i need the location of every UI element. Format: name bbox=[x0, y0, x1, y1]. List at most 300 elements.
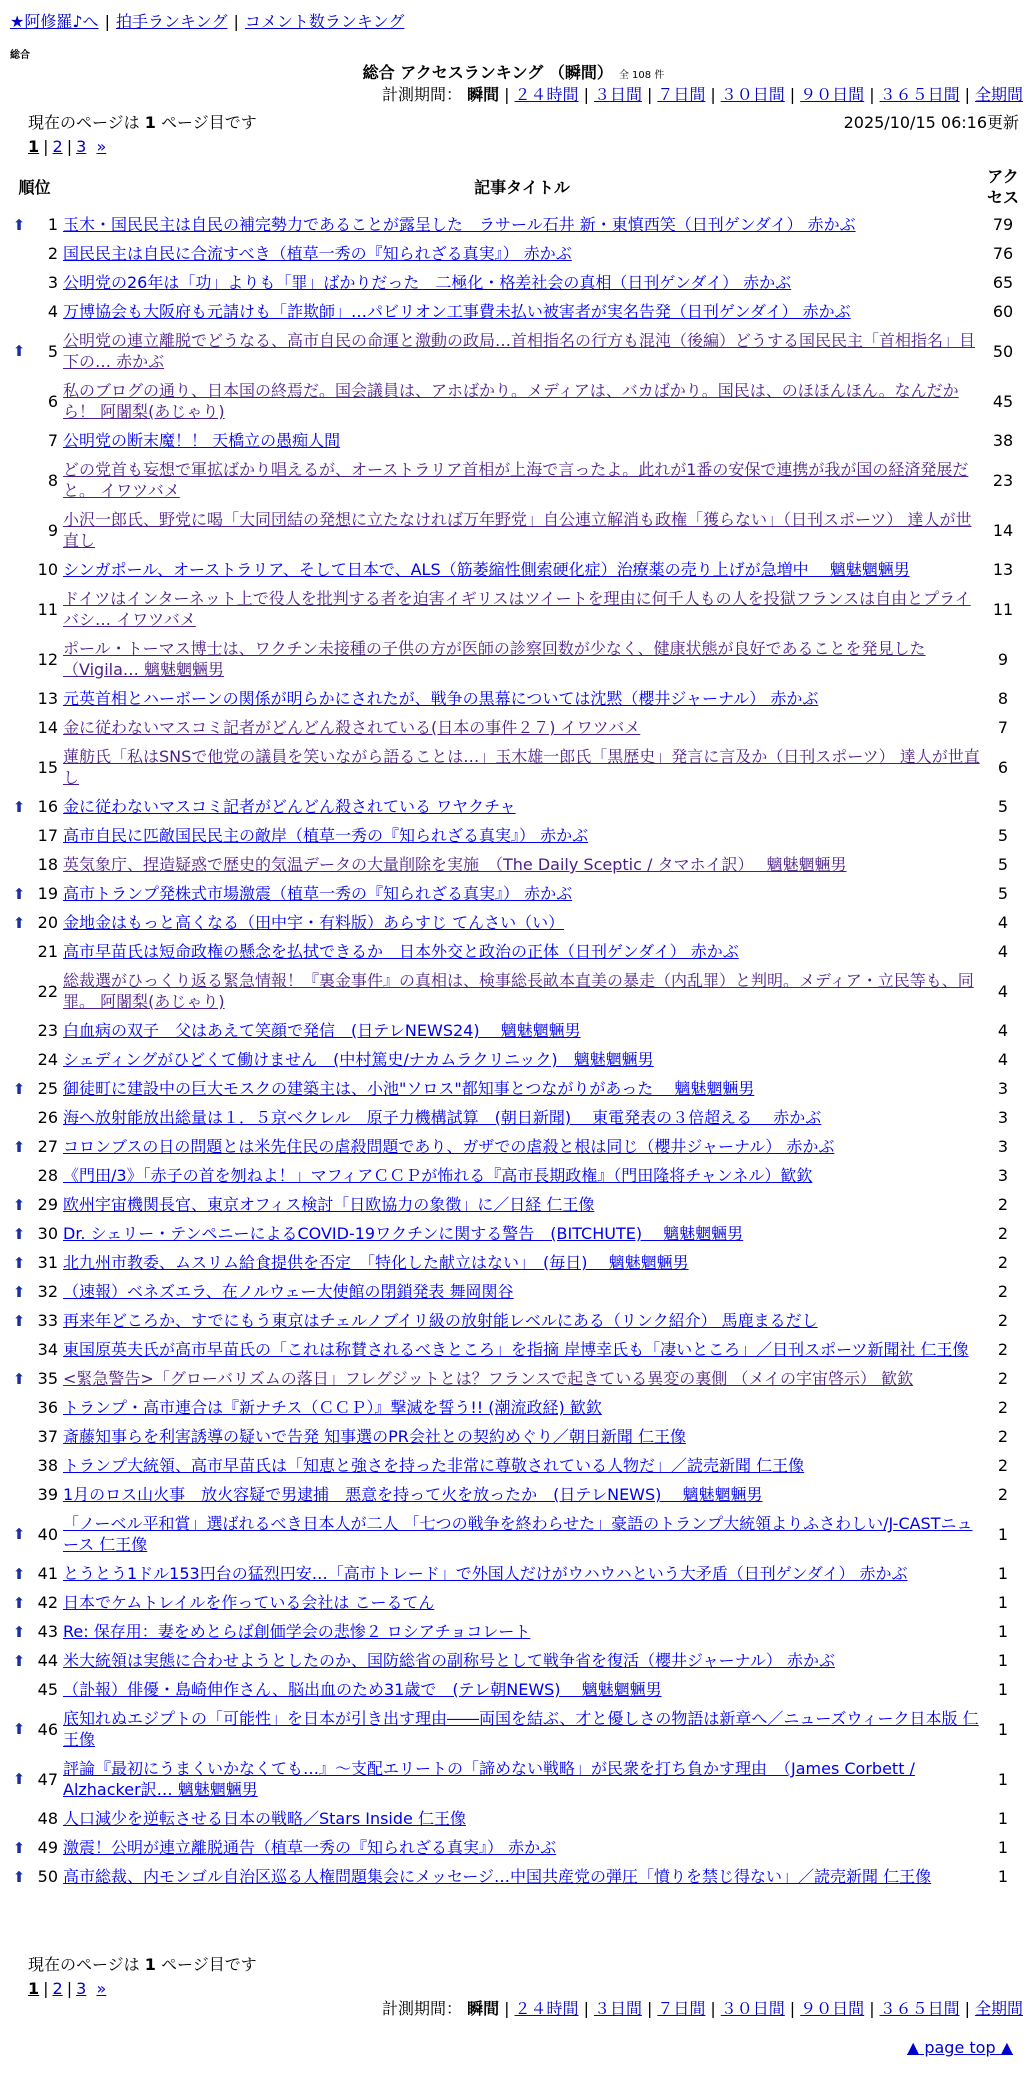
rank-number: 36 bbox=[37, 1398, 58, 1417]
access-count: 65 bbox=[992, 273, 1014, 292]
article-link[interactable]: 小沢一郎氏、野党に喝「大同団結の発想に立たなければ万年野党」自公連立解消も政権「獲らない」（日刊スポーツ） 達人が世直し bbox=[63, 510, 972, 550]
rank-change-cell bbox=[8, 426, 30, 455]
article-link[interactable]: 蓮舫氏「私はSNSで他党の議員を笑いながら語ることは…」玉木雄一郎氏「黒歴史」発言に言及か（日刊スポーツ） 達人が世直し bbox=[63, 747, 980, 787]
up-arrow-icon: ⬆ bbox=[12, 913, 26, 932]
article-link[interactable]: 1月のロス山火事 放火容疑で男逮捕 悪意を持って火を放ったか (日テレNEWS) 魑魅魍魎男 bbox=[63, 1485, 763, 1504]
top-navigation bbox=[10, 10, 404, 34]
up-arrow-icon: ⬆ bbox=[12, 1867, 26, 1886]
rank-change-cell bbox=[8, 1045, 30, 1074]
up-arrow-icon: ⬆ bbox=[12, 1525, 26, 1543]
article-title-cell bbox=[61, 1646, 983, 1675]
rank-number: 3 bbox=[47, 273, 58, 292]
rank-number: 6 bbox=[47, 391, 58, 411]
article-link[interactable]: 高市自民に匹敵国民民主の敵岸（植草一秀の『知られざる真実』） 赤かぶ bbox=[63, 826, 589, 845]
rank-number: 12 bbox=[37, 649, 58, 669]
rank-number: 34 bbox=[37, 1340, 58, 1359]
article-link[interactable]: 評論『最初にうまくいかなくても…』～支配エリートの「諦めない戦略」が民衆を打ち負かす理由 （James Corbett / Alzhacker訳… 魑魅魍魎男 bbox=[63, 1759, 915, 1799]
article-link[interactable]: 公明党の連立離脱でどうなる、高市自民の命運と激動の政局…首相指名の行方も混沌（後編）どうする国民民主「首相指名」目下の… 赤かぶ bbox=[63, 331, 976, 371]
article-link[interactable]: とうとう1ドル153円台の猛烈円安…「高市トレード」で外国人だけがウハウハという大矛盾（日刊ゲンダイ） 赤かぶ bbox=[63, 1564, 908, 1583]
access-header: アクセス bbox=[986, 167, 1019, 207]
access-count: 1 bbox=[997, 1651, 1009, 1670]
rank-number: 24 bbox=[37, 1050, 58, 1069]
rank-number: 4 bbox=[47, 302, 58, 321]
article-link[interactable]: 国民民主は自民に合流すべき（植草一秀の『知られざる真実』） 赤かぶ bbox=[63, 244, 572, 263]
rank-change-cell bbox=[8, 634, 30, 684]
up-arrow-icon: ⬆ bbox=[12, 1651, 26, 1670]
article-link[interactable]: 私のブログの通り、日本国の終焉だ。国会議員は、アホばかり。メディアは、バカばかり。国民は、のほほんほん。なんだから！ 阿闍梨(あじゃり) bbox=[63, 381, 959, 421]
article-title-cell bbox=[61, 1074, 983, 1103]
rank-number: 28 bbox=[37, 1166, 58, 1185]
up-arrow-icon: ⬆ bbox=[12, 1838, 26, 1857]
access-count: 1 bbox=[997, 1867, 1009, 1886]
rank-number: 26 bbox=[37, 1108, 58, 1127]
pager-page-3[interactable]: 3 bbox=[76, 1979, 87, 1998]
access-count: 11 bbox=[992, 599, 1014, 619]
rank-change-cell bbox=[8, 505, 30, 555]
article-link[interactable]: 「ノーベル平和賞」選ばれるべき日本人が二人 「七つの戦争を終わらせた」豪語のトランプ大統領よりふさわしい/J-CASTニュース 仁王像 bbox=[63, 1514, 973, 1554]
table-row bbox=[8, 426, 1023, 455]
pager-next[interactable]: » bbox=[96, 137, 107, 156]
table-row bbox=[8, 966, 1023, 1016]
rank-change-cell bbox=[8, 1451, 30, 1480]
up-arrow-icon: ⬆ bbox=[12, 1224, 26, 1243]
table-row bbox=[8, 555, 1023, 584]
up-arrow-icon: ⬆ bbox=[12, 1253, 26, 1272]
rank-change-cell bbox=[8, 937, 30, 966]
table-row bbox=[8, 1480, 1023, 1509]
rank-change-cell bbox=[8, 268, 30, 297]
rank-change-cell bbox=[8, 1016, 30, 1045]
period-current: 瞬間 bbox=[467, 85, 500, 104]
rank-change-cell bbox=[8, 1704, 30, 1754]
article-link[interactable]: トランプ大統領、高市早苗氏は「知恵と強さを持った非常に尊敬されている人物だ」／読売新聞 仁王像 bbox=[63, 1456, 805, 1475]
article-title-cell bbox=[61, 908, 983, 937]
article-link[interactable]: 公明党の26年は「功」よりも「罪」ばかりだった 二極化・格差社会の真相（日刊ゲンダイ） 赤かぶ bbox=[63, 273, 792, 292]
table-row bbox=[8, 239, 1023, 268]
rank-number: 20 bbox=[37, 913, 58, 932]
rank-change-cell bbox=[8, 713, 30, 742]
table-row bbox=[8, 742, 1023, 792]
article-title-cell bbox=[61, 1132, 983, 1161]
article-link[interactable]: （速報）ベネズエラ、在ノルウェー大使館の閉鎖発表 舞岡関谷 bbox=[63, 1282, 514, 1301]
table-row bbox=[8, 1675, 1023, 1704]
article-link[interactable]: ドイツはインターネット上で役人を批判する者を迫害イギリスはツイートを理由に何千人もの人を投獄フランスは自由とプライバシ… イワツバメ bbox=[63, 589, 971, 629]
rank-change-cell bbox=[8, 1509, 30, 1559]
rank-change-cell bbox=[8, 1277, 30, 1306]
up-arrow-icon: ⬆ bbox=[12, 215, 26, 234]
access-count: 1 bbox=[997, 1524, 1009, 1544]
rank-change-cell bbox=[8, 1617, 30, 1646]
article-link[interactable]: 金に従わないマスコミ記者がどんどん殺されている(日本の事件２７) イワツバメ bbox=[63, 718, 641, 737]
rank-number: 2 bbox=[47, 244, 58, 263]
article-link[interactable]: 高市総裁、内モンゴル自治区巡る人権問題集会にメッセージ…中国共産党の弾圧「憤りを禁じ得ない」／読売新聞 仁王像 bbox=[63, 1867, 932, 1886]
rank-change-cell bbox=[8, 908, 30, 937]
pager-top: 1 | 2 | 3 » bbox=[28, 137, 107, 156]
table-row bbox=[8, 1451, 1023, 1480]
article-link[interactable]: 米大統領は実態に合わせようとしたのか、国防総省の副称号として戦争省を復活（櫻井ジャーナル） 赤かぶ bbox=[63, 1651, 835, 1670]
period-365d[interactable]: ３６５日間 bbox=[879, 1999, 960, 2018]
article-title-cell bbox=[61, 684, 983, 713]
access-count: 2 bbox=[997, 1195, 1009, 1214]
article-title-cell bbox=[61, 1248, 983, 1277]
article-link[interactable]: 御徒町に建設中の巨大モスクの建築主は、小池"ソロス"都知事とつながりがあった 魑魅魍魎男 bbox=[63, 1079, 755, 1098]
table-row bbox=[8, 1422, 1023, 1451]
rank-number: 30 bbox=[37, 1224, 58, 1243]
table-row bbox=[8, 1074, 1023, 1103]
article-link[interactable]: 底知れぬエジプトの「可能性」を日本が引き出す理由――両国を結ぶ、才と優しさの物語は新章へ／ニューズウィーク日本版 仁王像 bbox=[63, 1709, 979, 1749]
article-title-cell bbox=[61, 239, 983, 268]
article-link[interactable]: どの党首も妄想で軍拡ばかり唱えるが、オーストラリア首相が上海で言ったよ。此れが1番の安保で連携が我が国の経済発展だと。 イワツバメ bbox=[63, 460, 969, 500]
page-info-number: 1 bbox=[144, 113, 156, 132]
article-title-cell bbox=[61, 1833, 983, 1862]
rank-change-cell bbox=[8, 879, 30, 908]
rank-number: 19 bbox=[37, 884, 58, 903]
article-link[interactable]: ポール・トーマス博士は、ワクチン未接種の子供の方が医師の診察回数が少なく、健康状態が良好であることを発見した（Vigila… 魑魅魍魎男 bbox=[63, 639, 926, 679]
rank-number: 49 bbox=[37, 1838, 58, 1857]
access-count: 1 bbox=[997, 1769, 1009, 1789]
table-row bbox=[8, 326, 1023, 376]
article-link[interactable]: Re: 保存用：妻をめとらば創価学会の悲惨２ ロシアチョコレート bbox=[63, 1622, 531, 1641]
period-all[interactable]: 全期間 bbox=[974, 1999, 1023, 2018]
rank-number: 22 bbox=[37, 981, 58, 1001]
article-title-cell bbox=[61, 376, 983, 426]
comment-ranking-link[interactable]: コメント数ランキング bbox=[244, 12, 405, 31]
rank-change-cell bbox=[8, 1480, 30, 1509]
title-header: 記事タイトル bbox=[474, 177, 570, 197]
pager-page-2[interactable]: 2 bbox=[52, 137, 63, 156]
period-90d[interactable]: ９０日間 bbox=[800, 1999, 865, 2018]
rank-number: 14 bbox=[37, 718, 58, 737]
access-count: 4 bbox=[997, 1050, 1009, 1069]
table-row bbox=[8, 792, 1023, 821]
access-count: 4 bbox=[997, 981, 1009, 1001]
access-count: 79 bbox=[992, 215, 1014, 234]
rank-change-cell bbox=[8, 684, 30, 713]
table-row bbox=[8, 505, 1023, 555]
article-link[interactable]: 海へ放射能放出総量は１．５京ベクレル 原子力機構試算 (朝日新聞) 東電発表の３倍超える 赤かぶ bbox=[63, 1108, 822, 1127]
period-all[interactable]: 全期間 bbox=[974, 85, 1023, 104]
up-arrow-icon: ⬆ bbox=[12, 1564, 26, 1583]
rank-change-cell bbox=[8, 850, 30, 879]
access-count: 45 bbox=[992, 391, 1014, 411]
access-count: 2 bbox=[997, 1224, 1009, 1243]
article-title-cell bbox=[61, 742, 983, 792]
article-title-cell bbox=[61, 937, 983, 966]
article-title-cell bbox=[61, 1451, 983, 1480]
access-count: 3 bbox=[997, 1137, 1009, 1156]
rank-change-cell bbox=[8, 1393, 30, 1422]
table-row bbox=[8, 1588, 1023, 1617]
period-3d[interactable]: ３日間 bbox=[593, 85, 642, 104]
article-link[interactable]: Dr. シェリー・テンペニーによるCOVID-19ワクチンに関する警告 (BITCHUTE) 魑魅魍魎男 bbox=[63, 1224, 744, 1243]
rank-number: 31 bbox=[37, 1253, 58, 1272]
rank-number: 17 bbox=[37, 826, 58, 845]
rank-change-cell bbox=[8, 455, 30, 505]
total-count: 全 108 件 bbox=[618, 70, 665, 81]
article-link[interactable]: 元英首相とハーボーンの関係が明らかにされたが、戦争の黒幕については沈黙（櫻井ジャーナル） 赤かぶ bbox=[63, 689, 819, 708]
rank-change-cell bbox=[8, 1422, 30, 1451]
article-link[interactable]: 高市早苗氏は短命政権の懸念を払拭できるか 日本外交と政治の正体（日刊ゲンダイ） 赤かぶ bbox=[63, 942, 739, 961]
article-title-cell bbox=[61, 1704, 983, 1754]
rank-number: 41 bbox=[37, 1564, 58, 1583]
table-row bbox=[8, 376, 1023, 426]
article-title-cell bbox=[61, 821, 983, 850]
article-title-cell bbox=[61, 634, 983, 684]
pager-page-3[interactable]: 3 bbox=[76, 137, 87, 156]
table-row bbox=[8, 1646, 1023, 1675]
page-info-suffix: ページ目です bbox=[161, 1955, 257, 1974]
article-title-cell bbox=[61, 1364, 983, 1393]
table-row bbox=[8, 1248, 1023, 1277]
rank-change-cell bbox=[8, 239, 30, 268]
table-row bbox=[8, 684, 1023, 713]
period-selector-bottom: 計測期間： 瞬間 | ２４時間 | ３日間 | ７日間 | ３０日間 | ９０日間 | ３６５日間 | 全期間 bbox=[382, 1999, 1023, 2018]
table-row bbox=[8, 1277, 1023, 1306]
page-top bbox=[907, 2038, 1013, 2057]
rank-number: 35 bbox=[37, 1369, 58, 1388]
rank-number: 25 bbox=[37, 1079, 58, 1098]
article-title-cell bbox=[61, 268, 983, 297]
article-title-cell bbox=[61, 1393, 983, 1422]
access-count: 2 bbox=[997, 1369, 1009, 1388]
article-title-cell bbox=[61, 1190, 983, 1219]
article-link[interactable]: 公明党の断末魔！！ 天橋立の愚痴人間 bbox=[63, 431, 341, 450]
article-title-cell bbox=[61, 1862, 983, 1891]
table-row bbox=[8, 1617, 1023, 1646]
access-count: 5 bbox=[997, 797, 1009, 816]
access-count: 76 bbox=[992, 244, 1014, 263]
rank-change-cell bbox=[8, 966, 30, 1016]
up-arrow-icon: ⬆ bbox=[12, 1311, 26, 1330]
article-title-cell bbox=[61, 966, 983, 1016]
table-row bbox=[8, 455, 1023, 505]
rank-change-cell bbox=[8, 1190, 30, 1219]
article-link[interactable]: （訃報）俳優・島崎伸作さん、脳出血のため31歳で (テレ朝NEWS) 魑魅魍魎男 bbox=[63, 1680, 662, 1699]
table-row bbox=[8, 1190, 1023, 1219]
article-title-cell bbox=[61, 1219, 983, 1248]
clap-ranking-link[interactable]: 拍手ランキング bbox=[115, 12, 228, 31]
access-count: 1 bbox=[997, 1564, 1009, 1583]
article-title-cell bbox=[61, 1335, 983, 1364]
article-link[interactable]: 人口減少を逆転させる日本の戦略／Stars Inside 仁王像 bbox=[63, 1809, 466, 1828]
article-title-cell bbox=[61, 1804, 983, 1833]
pager-next[interactable]: » bbox=[96, 1979, 107, 1998]
article-title-cell bbox=[61, 1422, 983, 1451]
article-link[interactable]: 金地金はもっと高くなる（田中宇・有料版）あらすじ てんさい（い） bbox=[63, 913, 565, 932]
pager-current: 1 bbox=[28, 1979, 40, 1998]
article-link[interactable]: コロンブスの日の問題とは米先住民の虐殺問題であり、ガザでの虐殺と根は同じ（櫻井ジャーナル） 赤かぶ bbox=[63, 1137, 835, 1156]
period-90d[interactable]: ９０日間 bbox=[800, 85, 865, 104]
pager-page-2[interactable]: 2 bbox=[52, 1979, 63, 1998]
rank-number: 50 bbox=[37, 1867, 58, 1886]
article-link[interactable]: <緊急警告>「グローバリズムの落日」フレグジットとは？フランスで起きている異変の裏側 （メイの宇宙啓示） 歓欽 bbox=[63, 1369, 914, 1388]
rank-change-cell bbox=[8, 1559, 30, 1588]
table-header-row bbox=[8, 164, 1023, 210]
access-count: 3 bbox=[997, 1079, 1009, 1098]
rank-change-cell bbox=[8, 821, 30, 850]
rank-change-cell bbox=[8, 1335, 30, 1364]
up-arrow-icon: ⬆ bbox=[12, 342, 26, 360]
separator: | bbox=[104, 12, 110, 31]
separator: | bbox=[233, 12, 239, 31]
article-link[interactable]: シンガポール、オーストラリア、そして日本で、ALS（筋萎縮性側索硬化症）治療薬の売り上げが急増中 魑魅魍魎男 bbox=[63, 560, 910, 579]
rank-change-cell bbox=[8, 1074, 30, 1103]
rank-change-cell bbox=[8, 1804, 30, 1833]
rank-number: 21 bbox=[37, 942, 58, 961]
rank-change-cell bbox=[8, 555, 30, 584]
access-count: 6 bbox=[997, 757, 1009, 777]
article-title-cell bbox=[61, 850, 983, 879]
up-arrow-icon: ⬆ bbox=[12, 1720, 26, 1738]
rank-number: 47 bbox=[37, 1769, 58, 1789]
article-title-cell bbox=[61, 426, 983, 455]
article-link[interactable]: シェディングがひどくて働けません (中村篤史/ナカムラクリニック) 魑魅魍魎男 bbox=[63, 1050, 654, 1069]
page-top-link[interactable]: ▲ page top ▲ bbox=[906, 2038, 1013, 2057]
rank-number: 1 bbox=[47, 215, 58, 234]
table-row bbox=[8, 937, 1023, 966]
table-row bbox=[8, 1016, 1023, 1045]
access-count: 5 bbox=[997, 855, 1009, 874]
article-link[interactable]: 英気象庁、捏造疑惑で歴史的気温データの大量削除を実施 （The Daily Sceptic / タマホイ訳） 魑魅魍魎男 bbox=[63, 855, 847, 874]
period-current: 瞬間 bbox=[467, 1999, 500, 2018]
pager-current: 1 bbox=[28, 137, 40, 156]
rank-number: 8 bbox=[47, 470, 58, 490]
article-link[interactable]: 玉木・国民民主は自民の補完勢力であることが露呈した ラサール石井 新・東慎西笑（日刊ゲンダイ） 赤かぶ bbox=[63, 215, 856, 234]
up-arrow-icon: ⬆ bbox=[12, 1593, 26, 1612]
rank-number: 15 bbox=[37, 757, 58, 777]
rank-change-cell bbox=[8, 1248, 30, 1277]
ranking-body bbox=[8, 210, 1023, 1891]
table-row bbox=[8, 1559, 1023, 1588]
access-count: 60 bbox=[992, 302, 1014, 321]
access-count: 1 bbox=[997, 1719, 1009, 1739]
period-365d[interactable]: ３６５日間 bbox=[879, 85, 960, 104]
rank-number: 44 bbox=[37, 1651, 58, 1670]
period-30d[interactable]: ３０日間 bbox=[720, 1999, 785, 2018]
table-row bbox=[8, 713, 1023, 742]
rank-number: 18 bbox=[37, 855, 58, 874]
access-count: 2 bbox=[997, 1456, 1009, 1475]
article-title-cell bbox=[61, 1754, 983, 1804]
rank-change-cell bbox=[8, 1103, 30, 1132]
access-count: 23 bbox=[992, 470, 1014, 490]
article-link[interactable]: 再来年どころか、すでにもう東京はチェルノブイリ級の放射能レベルにある（リンク紹介） 馬鹿まるだし bbox=[63, 1311, 818, 1330]
rank-change-cell bbox=[8, 1132, 30, 1161]
table-row bbox=[8, 634, 1023, 684]
rank-change-cell bbox=[8, 1306, 30, 1335]
article-link[interactable]: 万博協会も大阪府も元請けも「詐欺師」…パビリオン工事費未払い被害者が実名告発（日刊ゲンダイ） 赤かぶ bbox=[63, 302, 851, 321]
rank-number: 29 bbox=[37, 1195, 58, 1214]
rank-number: 39 bbox=[37, 1485, 58, 1504]
rank-change-cell bbox=[8, 326, 30, 376]
article-title-cell bbox=[61, 326, 983, 376]
table-row bbox=[8, 908, 1023, 937]
access-count: 1 bbox=[997, 1809, 1009, 1828]
article-link[interactable]: トランプ・高市連合は『新ナチス（ＣＣＰ）』撃滅を誓う!! (潮流政経) 歓欽 bbox=[63, 1398, 602, 1417]
article-link[interactable]: 東国原英夫氏が高市早苗氏の「これは称賛されるべきところ」を指摘 岸博幸氏も「凄いところ」／日刊スポーツ新聞社 仁王像 bbox=[63, 1340, 969, 1359]
section-tag: 総合 bbox=[10, 50, 30, 61]
article-title-cell bbox=[61, 1617, 983, 1646]
table-row bbox=[8, 1704, 1023, 1754]
period-7d[interactable]: ７日間 bbox=[657, 1999, 706, 2018]
period-24h[interactable]: ２４時間 bbox=[514, 85, 579, 104]
access-count: 3 bbox=[997, 1108, 1009, 1127]
article-link[interactable]: 《門田/3》「赤子の首を刎ねよ！」マフィアＣＣＰが怖れる『高市長期政権』（門田隆将チャンネル）歓欽 bbox=[63, 1166, 813, 1185]
article-link[interactable]: 斎藤知事らを利害誘導の疑いで告発 知事選のPR会社との契約めぐり／朝日新聞 仁王像 bbox=[63, 1427, 686, 1446]
rank-number: 11 bbox=[37, 599, 58, 619]
table-row bbox=[8, 1103, 1023, 1132]
article-link[interactable]: 北九州市教委、ムスリム給食提供を否定 「特化した献立はない」 (毎日) 魑魅魍魎男 bbox=[63, 1253, 689, 1272]
table-row bbox=[8, 879, 1023, 908]
updated-timestamp: 2025/10/15 06:16更新 bbox=[843, 113, 1019, 132]
rank-number: 42 bbox=[37, 1593, 58, 1612]
rank-number: 9 bbox=[47, 520, 58, 540]
rank-change-cell bbox=[8, 1219, 30, 1248]
article-link[interactable]: 高市トランプ発株式市場激震（植草一秀の『知られざる真実』） 赤かぶ bbox=[63, 884, 573, 903]
table-row bbox=[8, 1862, 1023, 1891]
table-row bbox=[8, 1306, 1023, 1335]
rank-change-cell bbox=[8, 1675, 30, 1704]
rank-number: 16 bbox=[37, 797, 58, 816]
rank-number: 13 bbox=[37, 689, 58, 708]
access-count: 1 bbox=[997, 1622, 1009, 1641]
period-24h[interactable]: ２４時間 bbox=[514, 1999, 579, 2018]
access-count: 2 bbox=[997, 1340, 1009, 1359]
table-row bbox=[8, 1219, 1023, 1248]
rank-number: 37 bbox=[37, 1427, 58, 1446]
page-info-prefix: 現在のページは bbox=[28, 1955, 140, 1974]
home-link[interactable]: ★阿修羅♪へ bbox=[10, 12, 99, 31]
ranking-title: 総合 アクセスランキング （瞬間） bbox=[362, 63, 613, 82]
access-count: 1 bbox=[997, 1593, 1009, 1612]
article-title-cell bbox=[61, 1509, 983, 1559]
access-count: 2 bbox=[997, 1311, 1009, 1330]
rank-number: 23 bbox=[37, 1021, 58, 1040]
article-title-cell bbox=[61, 879, 983, 908]
article-link[interactable]: 激震！公明が連立離脱通告（植草一秀の『知られざる真実』） 赤かぶ bbox=[63, 1838, 557, 1857]
rank-change-cell bbox=[8, 792, 30, 821]
rank-number: 40 bbox=[37, 1524, 58, 1544]
access-count: 50 bbox=[992, 341, 1014, 361]
article-link[interactable]: 白血病の双子 父はあえて笑顔で発信 (日テレNEWS24) 魑魅魍魎男 bbox=[63, 1021, 581, 1040]
page-info-suffix: ページ目です bbox=[161, 113, 257, 132]
table-row bbox=[8, 1393, 1023, 1422]
rank-number: 45 bbox=[37, 1680, 58, 1699]
period-3d[interactable]: ３日間 bbox=[593, 1999, 642, 2018]
table-row bbox=[8, 1335, 1023, 1364]
access-count: 38 bbox=[992, 431, 1014, 450]
article-link[interactable]: 日本でケムトレイルを作っている会社は こーるてん bbox=[63, 1593, 435, 1612]
rank-change-cell bbox=[8, 1588, 30, 1617]
article-title-cell bbox=[61, 297, 983, 326]
rank-number: 33 bbox=[37, 1311, 58, 1330]
article-link[interactable]: 総裁選がひっくり返る緊急情報！『裏金事件』の真相は、検事総長畝本直美の暴走（内乱罪）と判明。メディア・立民等も、同罪。 阿闍梨(あじゃり) bbox=[63, 971, 974, 1011]
period-7d[interactable]: ７日間 bbox=[657, 85, 706, 104]
up-arrow-icon: ⬆ bbox=[12, 1137, 26, 1156]
period-30d[interactable]: ３０日間 bbox=[720, 85, 785, 104]
article-link[interactable]: 金に従わないマスコミ記者がどんどん殺されている ワヤクチャ bbox=[63, 797, 516, 816]
page-info-number: 1 bbox=[144, 1955, 156, 1974]
article-link[interactable]: 欧州宇宙機関長官、東京オフィス検討「日欧協力の象徴」に／日経 仁王像 bbox=[63, 1195, 595, 1214]
article-title-cell bbox=[61, 1277, 983, 1306]
article-title-cell bbox=[61, 1480, 983, 1509]
rank-change-cell bbox=[8, 1646, 30, 1675]
page-info-bottom bbox=[28, 1954, 257, 1976]
access-count: 8 bbox=[997, 689, 1009, 708]
access-count: 2 bbox=[997, 1282, 1009, 1301]
access-count: 9 bbox=[997, 649, 1009, 669]
table-row bbox=[8, 1364, 1023, 1393]
